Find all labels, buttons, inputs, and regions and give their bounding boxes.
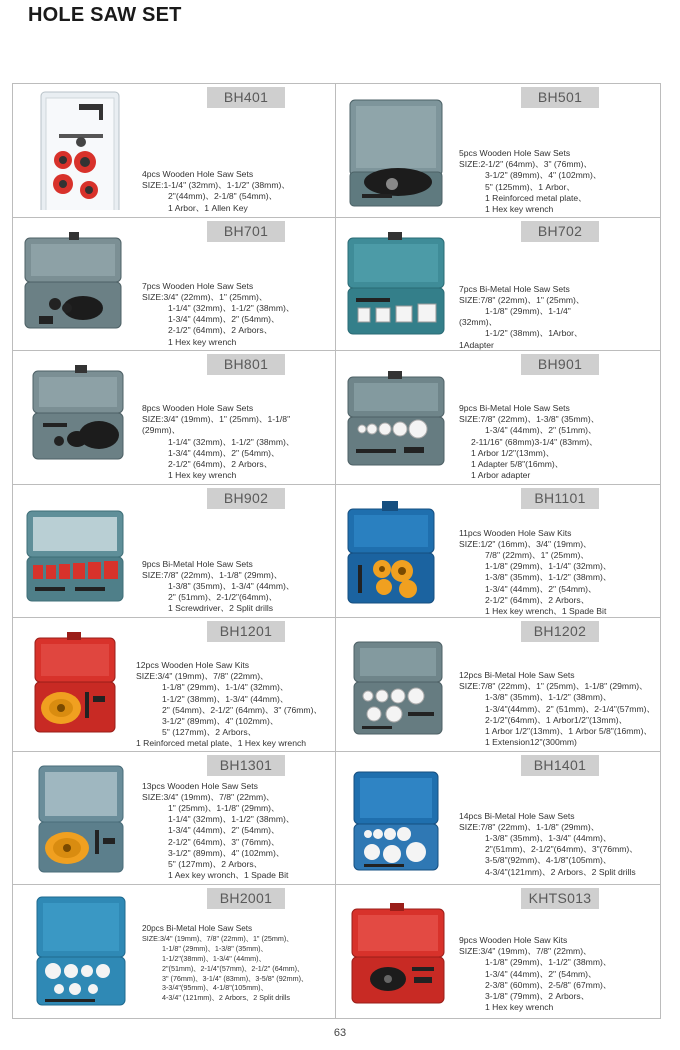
product-cell-khts013 xyxy=(336,885,661,1019)
bh401-product-photo xyxy=(19,90,129,210)
bh2001-product-photo xyxy=(19,891,129,1011)
size-line: SIZE:1/2" (16mm)、3/4" (19mm)、 xyxy=(459,538,592,549)
size-line: SIZE:3/4" (19mm)、7/8" (22mm)、 xyxy=(459,946,592,957)
product-description xyxy=(136,660,322,750)
size-line: 1-3/4" (44mm)、2" (51mm)、 xyxy=(485,425,597,436)
set-name: 9pcs Bi-Metal Hole Saw Sets xyxy=(459,403,570,413)
size-line: 2"(51mm)、2-1/2"(64mm)、3"(76mm)、 xyxy=(485,844,638,855)
accessory-line: 1 Aex key wronch、1 Spade Bit xyxy=(168,870,289,881)
size-line: 2-1/2" (64mm)、3" (76mm)、 xyxy=(168,836,280,847)
size-line: 3-1/2" (89mm)、4" (102mm)、 xyxy=(485,170,602,181)
size-line: SIZE:3/4" (22mm)、1" (25mm)、 xyxy=(142,291,268,302)
product-cell-bh1101 xyxy=(336,485,661,619)
size-line: 2-1/2" (64mm)、2 Arbors、 xyxy=(485,594,590,605)
size-line: (32mm)、 xyxy=(459,317,498,328)
size-line: 1-3/8" (35mm)、1-1/2" (38mm)、 xyxy=(485,572,612,583)
size-line: SIZE:2-1/2" (64mm)、3" (76mm)、 xyxy=(459,159,593,170)
product-code: BH902 xyxy=(207,488,285,509)
size-line: 3-1/8" (79mm)、2 Arbors、 xyxy=(485,991,590,1002)
size-line: 2-1/2" (64mm)、2 Arbors、 xyxy=(168,459,273,470)
size-line: 1" (25mm)、1-1/8" (29mm)、 xyxy=(168,802,280,813)
set-name: 8pcs Wooden Hole Saw Sets xyxy=(142,403,254,413)
product-row xyxy=(13,351,661,485)
product-description xyxy=(142,781,294,882)
accessory-line: 1 Extension12"(300mm) xyxy=(485,737,577,748)
size-line: 1-3/4" (44mm)、2" (54mm)、 xyxy=(168,447,280,458)
product-code: BH1201 xyxy=(207,621,285,642)
size-line: 2-1/2" (64mm)、2 Arbors、 xyxy=(168,325,273,336)
size-line: SIZE:7/8" (22mm)、1-1/8" (29mm)、 xyxy=(459,821,600,832)
size-line: 1-3/4" (44mm)、2" (54mm)、 xyxy=(485,583,597,594)
size-line: 1-3/4"(44mm)、2" (51mm)、2-1/4"(57mm)、 xyxy=(485,703,656,714)
size-line: SIZE:7/8" (22mm)、1" (25mm)、 xyxy=(459,294,585,305)
product-row xyxy=(13,84,661,218)
product-description xyxy=(459,148,601,215)
product-cell-bh701 xyxy=(13,218,336,352)
set-name: 7pcs Wooden Hole Saw Sets xyxy=(142,280,254,291)
khts013-product-photo xyxy=(342,891,452,1011)
product-code: BH801 xyxy=(207,354,285,375)
product-row xyxy=(13,752,661,886)
size-line: 3" (76mm)、3-1/4" (83mm)、3-5/8" (92mm)、 xyxy=(162,973,309,983)
product-cell-bh901 xyxy=(336,351,661,485)
product-description xyxy=(142,281,294,348)
product-description xyxy=(142,403,294,481)
product-cell-bh702 xyxy=(336,218,661,352)
product-description xyxy=(459,528,611,618)
bh701-product-photo xyxy=(19,224,129,344)
set-name: 4pcs Wooden Hole Saw Sets xyxy=(142,169,254,179)
size-line: (29mm)、 xyxy=(142,425,181,436)
size-line: 1-1/8" (29mm)、1-3/8" (35mm)、 xyxy=(162,943,268,953)
bh901-product-photo xyxy=(342,357,452,477)
product-description xyxy=(459,811,638,878)
set-name: 13pcs Wooden Hole Saw Sets xyxy=(142,780,258,791)
size-line: 1-1/2" (38mm)、1-3/4" (44mm)、 xyxy=(162,693,289,704)
product-code: BH401 xyxy=(207,87,285,108)
product-cell-bh1202 xyxy=(336,618,661,752)
product-code: BH1101 xyxy=(521,488,599,509)
size-line: 7/8" (22mm)、1" (25mm)、 xyxy=(485,549,589,560)
size-line: 2-3/8" (60mm)、2-5/8" (67mm)、 xyxy=(485,979,612,990)
product-code: BH901 xyxy=(521,354,599,375)
accessory-line: 1 Reinforced metal plate、 xyxy=(485,192,587,203)
size-line: SIZE:3/4" (19mm)、7/8" (22mm)、 xyxy=(142,791,275,802)
accessory-line: 1 Reinforced metal plate、1 Hex key wrench xyxy=(136,738,307,749)
bh501-product-photo xyxy=(342,90,452,210)
size-line: 2" (51mm)、2-1/2"(64mm)、 xyxy=(168,592,278,603)
size-line: 1-1/2" (38mm)、1Arbor、 xyxy=(485,328,583,339)
accessory-line: 1 Hex key wrench xyxy=(168,336,237,347)
size-line: 1-3/8" (35mm)、1-3/4" (44mm)、 xyxy=(168,580,295,591)
bh801-product-photo xyxy=(19,357,129,477)
product-row xyxy=(13,485,661,619)
size-line: 3-3/4"(95mm)、4-1/8"(105mm)、 xyxy=(162,983,268,993)
size-line: SIZE:3/4" (19mm)、7/8" (22mm)、1" (25mm)、 xyxy=(142,933,294,943)
product-cell-bh501 xyxy=(336,84,661,218)
size-line: SIZE:7/8" (22mm)、1-3/8" (35mm)、 xyxy=(459,414,600,425)
size-line: 1-1/4" (32mm)、1-1/2" (38mm)、 xyxy=(168,436,295,447)
accessory-line: 1 Arbor 1/2"(13mm)、1 Arbor 5/8"(16mm)、 xyxy=(485,726,653,737)
bh702-product-photo xyxy=(342,224,452,344)
set-name: 14pcs Bi-Metal Hole Saw Sets xyxy=(459,810,575,821)
accessory-line: 1 Screwdriver、2 Split drills xyxy=(168,603,274,614)
product-code: BH1401 xyxy=(521,755,599,776)
accessory-line: 4-3/4"(121mm)、2 Arbors、2 Split drills xyxy=(485,866,636,877)
bh1202-product-photo xyxy=(342,624,452,744)
size-line: 1-1/4" (32mm)、1-1/2" (38mm)、 xyxy=(168,302,295,313)
size-line: 1-1/8" (29mm)、1-1/4" xyxy=(485,305,571,316)
accessory-line: 1 Hex key wrench、1 Spade Bit xyxy=(485,605,607,616)
product-cell-bh1301 xyxy=(13,752,336,886)
size-line: 1-3/4" (44mm)、2" (54mm)、 xyxy=(168,314,280,325)
page-title: HOLE SAW SET xyxy=(28,4,182,26)
product-row xyxy=(13,618,661,752)
bh902-product-photo xyxy=(19,491,129,611)
size-line: 1-1/8" (29mm)、1-1/4" (32mm)、 xyxy=(162,682,289,693)
product-code: BH701 xyxy=(207,221,285,242)
product-code: BH501 xyxy=(521,87,599,108)
product-description xyxy=(459,935,611,1013)
size-line: SIZE:3/4" (19mm)、1" (25mm)、1-1/8" xyxy=(142,414,291,425)
size-line: SIZE:7/8" (22mm)、1" (25mm)、1-1/8" (29mm)、 xyxy=(459,681,648,692)
size-line: SIZE:3/4" (19mm)、7/8" (22mm)、 xyxy=(136,671,269,682)
set-name: 12pcs Bi-Metal Hole Saw Sets xyxy=(459,670,575,680)
size-line: 1-3/4" (44mm)、2" (54mm)、 xyxy=(485,968,597,979)
page-number: 63 xyxy=(333,1027,347,1039)
set-name: 20pcs Bi-Metal Hole Saw Sets xyxy=(142,924,253,933)
accessory-line: 1 Hex key wrench xyxy=(485,1002,554,1013)
bh1101-product-photo xyxy=(342,491,452,611)
size-line: 3-1/2" (89mm)、4" (102mm)、 xyxy=(168,847,285,858)
set-name: 5pcs Wooden Hole Saw Sets xyxy=(459,148,571,158)
product-description xyxy=(142,169,290,214)
product-cell-bh1401 xyxy=(336,752,661,886)
product-code: BH1301 xyxy=(207,755,285,776)
product-description xyxy=(142,924,308,1003)
product-description xyxy=(459,403,599,481)
product-cell-bh2001 xyxy=(13,885,336,1019)
bh1401-product-photo xyxy=(342,758,452,878)
size-line: SIZE:7/8" (22mm)、1-1/8" (29mm)、 xyxy=(142,569,283,580)
product-cell-bh1201 xyxy=(13,618,336,752)
accessory-line: 1Adapter xyxy=(459,339,494,350)
size-line: 3-1/2" (89mm)、4" (102mm)、 xyxy=(162,716,279,727)
accessory-line: 2-1/2"(64mm)、1 Arbor1/2"(13mm)、 xyxy=(485,714,628,725)
size-line: 1-1/4" (32mm)、1-1/2" (38mm)、 xyxy=(168,814,295,825)
size-line: 2"(44mm)、2-1/8" (54mm)、 xyxy=(168,191,278,202)
size-line: 5" (125mm)、1 Arbor、 xyxy=(485,181,575,192)
size-line: 2" (54mm)、2-1/2" (64mm)、3" (76mm)、 xyxy=(162,704,323,715)
product-description xyxy=(142,559,294,615)
set-name: 12pcs Wooden Hole Saw Kits xyxy=(136,660,250,670)
accessory-line: 1 Hex key wrench xyxy=(168,470,237,481)
product-code: BH702 xyxy=(521,221,599,242)
product-cell-bh902 xyxy=(13,485,336,619)
accessory-line: 5" (127mm)、2 Arbors、 xyxy=(168,858,263,869)
product-code: KHTS013 xyxy=(521,888,599,909)
accessory-line: 1 Arbor adapter xyxy=(471,470,531,481)
product-code: BH1202 xyxy=(521,621,599,642)
size-line: 1-3/8" (35mm)、1-1/2" (38mm)、 xyxy=(485,692,612,703)
bh1201-product-photo xyxy=(19,624,129,744)
size-line: 2"(51mm)、2-1/4"(57mm)、2-1/2" (64mm)、 xyxy=(162,963,305,973)
size-line: SIZE:1-1/4" (32mm)、1-1/2" (38mm)、 xyxy=(142,180,290,191)
accessory-line: 1 Arbor 1/2"(13mm)、 xyxy=(471,447,555,458)
size-line: 3-5/8"(92mm)、4-1/8"(105mm)、 xyxy=(485,855,612,866)
bh1301-product-photo xyxy=(19,758,129,878)
size-line: 1-1/2"(38mm)、1-3/4" (44mm)、 xyxy=(162,953,266,963)
accessory-line: 1 Arbor、1 Allen Key xyxy=(168,202,248,213)
set-name: 7pcs Bi-Metal Hole Saw Sets xyxy=(459,283,570,294)
accessory-line: 1 Hex key wrench xyxy=(485,204,554,215)
product-cell-bh801 xyxy=(13,351,336,485)
size-line: 1-1/8" (29mm)、1-1/2" (38mm)、 xyxy=(485,957,612,968)
product-cell-bh401 xyxy=(13,84,336,218)
product-row xyxy=(13,885,661,1019)
size-line: 1-1/8" (29mm)、1-1/4" (32mm)、 xyxy=(485,561,612,572)
product-description xyxy=(459,670,655,748)
accessory-line: 4-3/4" (121mm)、2 Arbors、2 Split drills xyxy=(162,993,290,1003)
product-row xyxy=(13,218,661,352)
size-line: 1-3/8" (35mm)、1-3/4" (44mm)、 xyxy=(485,832,612,843)
accessory-line: 5" (127mm)、2 Arbors、 xyxy=(162,727,257,738)
set-name: 11pcs Wooden Hole Saw Kits xyxy=(459,527,572,538)
product-grid xyxy=(12,83,661,1019)
product-description xyxy=(459,284,584,351)
accessory-line: 1 Adapter 5/8"(16mm)、 xyxy=(471,459,564,470)
size-line: 2-11/16" (68mm)3-1/4" (83mm)、 xyxy=(471,436,598,447)
set-name: 9pcs Bi-Metal Hole Saw Sets xyxy=(142,558,253,569)
product-code: BH2001 xyxy=(207,888,285,909)
set-name: 9pcs Wooden Hole Saw Kits xyxy=(459,935,568,945)
size-line: 1-3/4" (44mm)、2" (54mm)、 xyxy=(168,825,280,836)
